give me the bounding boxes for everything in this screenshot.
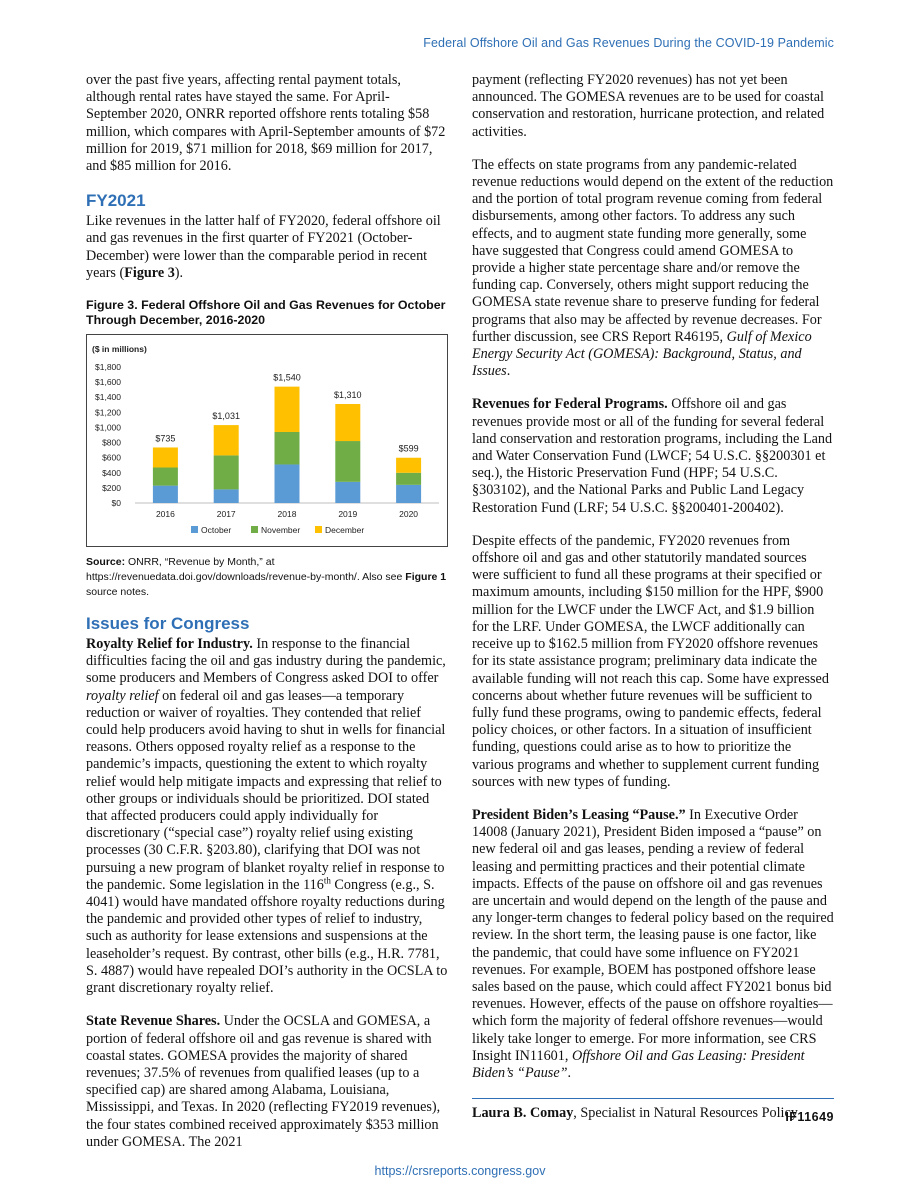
bar-november-2020 xyxy=(396,473,421,485)
x-tick-label-2016: 2016 xyxy=(155,509,175,520)
paragraph-biden-pause: President Biden’s Leasing “Pause.” In Executive Order 14008 (January 2021), President Biden imposed a “pause” on new federal oil and gas leases, pending a review of federal leasing and permitting practices and their potential climate impacts. Effects of the pause on offshore oil and gas revenues are uncertain and would depend on the length of the pause and any longer-term changes to federal policy based on the required review. In the short term, the leasing pause is one factor, like the pandemic, that could have some influence on FY2021 revenues. For example, BOEM has postponed offshore lease sales based on the pause, which could affect FY2021 bonus bid revenues. However, effects of the pause on offshore royalties—which form the majority of federal offshore revenues—would likely take longer to emerge. For more information, see CRS Insight IN11601, Offshore Oil and Gas Leasing: President Biden’s “Pause”. xyxy=(472,806,834,1081)
y-tick-label: $800 xyxy=(102,437,121,448)
figure-title: Figure 3. Federal Offshore Oil and Gas Revenues for October Through December, 2016-2020 xyxy=(86,298,446,328)
paragraph-federal-programs: Revenues for Federal Programs. Offshore oil and gas revenues provide most or all of the funding for several federal land conservation and restoration programs, including the Land and Water Conservation Fund (LWCF; 54 U.S.C. §§200301 et seq.), the Historic Preservation Fund (HPF; 54 U.S.C. §303102), and the National Parks and Public Land Legacy Restoration Fund (LRF; 54 U.S.C. §§200401-200402). xyxy=(472,396,833,516)
total-label-2016: $735 xyxy=(155,433,176,444)
author-divider xyxy=(472,1098,834,1099)
revenue-chart xyxy=(86,334,448,547)
figure-3-reference: Figure 3 xyxy=(124,264,175,281)
y-tick-label: $200 xyxy=(102,482,121,493)
total-label-2019: $1,310 xyxy=(334,390,362,401)
x-tick-label-2018: 2018 xyxy=(277,509,297,520)
legend-label-october: October xyxy=(201,525,232,536)
y-tick-label: $600 xyxy=(102,452,121,463)
legend-swatch-october xyxy=(191,526,198,533)
bar-december-2019 xyxy=(335,404,360,441)
y-tick-label: $1,600 xyxy=(95,377,121,388)
legend-label-december: December xyxy=(325,525,365,536)
figure-source: Source: ONRR, “Revenue by Month,” at https://revenuedata.doi.gov/downloads/revenue-by-month/. Also see Figure 1 source notes. xyxy=(86,556,447,599)
x-tick-label-2020: 2020 xyxy=(399,509,419,520)
footer-url[interactable]: https://crsreports.congress.gov xyxy=(374,1164,546,1178)
x-tick-label-2017: 2017 xyxy=(216,509,236,520)
issues-heading: Issues for Congress xyxy=(86,614,250,634)
paragraph-state-revenue: State Revenue Shares. Under the OCSLA and GOMESA, a portion of federal offshore oil and gas revenue is shared with coastal states. GOMESA provides the majority of shared revenues; 37.5% of revenues from qualified leases (up to a specified cap) are shared among Alabama, Louisiana, Mississippi, and Texas. In 2020 (reflecting FY2019 revenues), the four states combined received approximately $353 million under GOMESA. The 2021 xyxy=(86,1013,441,1150)
paragraph-intro: over the past five years, affecting rental payment totals, although rental rates have stayed the same. For April-September 2020, ONRR reported offshore rents totaling $58 million, which compares with April-September amounts of $72 million for 2019, $71 million for 2018, $69 million for 2017, and $85 million for 2016. xyxy=(86,72,446,175)
total-label-2020: $599 xyxy=(398,443,419,454)
fy2021-heading: FY2021 xyxy=(86,191,146,211)
left-column xyxy=(86,72,448,1167)
report-id: IF11649 xyxy=(785,1110,834,1124)
author-line: Laura B. Comay, Specialist in Natural Resources Policy xyxy=(472,1105,798,1122)
legend-label-november: November xyxy=(261,525,301,536)
bar-october-2020 xyxy=(396,485,421,503)
right-column xyxy=(472,72,834,1122)
chart-svg xyxy=(87,335,447,546)
y-tick-label: $1,200 xyxy=(95,407,121,418)
paragraph-effects: The effects on state programs from any pandemic-related revenue reductions would depend on the extent of the reduction and the portion of total program revenue coming from federal disbursements, among other factors. To address any such effects, and to augment state funding more generally, some have suggested that Congress could amend GOMESA to provide a higher state percentage share and/or remove the funding cap. Conversely, others might support reducing the GOMESA state revenue share to preserve funding for federal programs that also may be affected by revenue decreases. For further discussion, see CRS Report R46195, Gulf of Mexico Energy Security Act (GOMESA): Background, Status, and Issues. xyxy=(472,156,834,380)
bar-november-2016 xyxy=(153,468,178,486)
legend-swatch-december xyxy=(315,526,322,533)
bar-november-2017 xyxy=(214,455,239,489)
bar-november-2018 xyxy=(275,432,300,464)
y-tick-label: $1,800 xyxy=(95,362,121,373)
running-header: Federal Offshore Oil and Gas Revenues During the COVID-19 Pandemic xyxy=(423,36,834,50)
chart-unit-label: ($ in millions) xyxy=(92,344,147,355)
y-tick-label: $1,000 xyxy=(95,422,121,433)
bar-december-2018 xyxy=(275,387,300,432)
x-tick-label-2019: 2019 xyxy=(338,509,358,520)
y-tick-label: $400 xyxy=(102,467,121,478)
y-tick-label: $1,400 xyxy=(95,392,121,403)
bar-december-2017 xyxy=(214,425,239,455)
paragraph-despite: Despite effects of the pandemic, FY2020 revenues from offshore oil and gas and other statutorily mandated sources were sufficient to fund all these programs at their specified or maximum amounts, including $150 million for the HPF, $900 million for the LWCF under the LWCF Act, and $1.9 billion for the LRF. Under GOMESA, the LWCF additionally can receive up to $162.5 million from FY2020 offshore revenues for its state assistance program; preliminary data indicate the available funding will not reach this cap. Some have expressed concerns about whether future revenues will be sufficient to fully fund these programs, owing to pandemic effects, federal policy choices, or other factors. In a situation of insufficient funding, questions could arise as to how to prioritize the various programs and whether to supplement current funding sources with new types of funding. xyxy=(472,532,829,790)
total-label-2018: $1,540 xyxy=(273,372,301,383)
bar-december-2020 xyxy=(396,458,421,473)
bar-october-2019 xyxy=(335,482,360,503)
y-tick-label: $0 xyxy=(111,498,121,509)
bar-october-2017 xyxy=(214,489,239,503)
paragraph-royalty-relief: Royalty Relief for Industry. In response to the financial difficulties facing the oil and gas industry during the pandemic, some producers and Members of Congress asked DOI to offer royalty relief on federal oil and gas leases—a temporary reduction or waiver of royalties. They contended that relief could help producers avoid having to shut in wells for financial reasons. Others opposed royalty relief as a response to the pandemic’s impacts, questioning the extent to which royalty relief would help mitigate impacts and expressing that relief to other groups or individuals should be prioritized. DOI stated that affected producers could apply individually for discretionary (“special case”) royalty relief using existing processes (30 C.F.R. §203.80), clarifying that DOI was not pursuing a new program of blanket royalty relief in response to the pandemic. Some legislation in the 116th Congress (e.g., S. 4041) would have mandated offshore royalty reductions during the pandemic and provided other types of relief to industry, such as authority for lease extensions and suspensions at the leaseholder’s request. By contrast, other bills (e.g., H.R. 7781, S. 4887) would have repealed DOI’s authority in the OCSLA to grant discretionary royalty relief. xyxy=(86,636,448,997)
bar-november-2019 xyxy=(335,441,360,482)
total-label-2017: $1,031 xyxy=(212,411,240,422)
bar-october-2016 xyxy=(153,486,178,503)
paragraph-continuation: payment (reflecting FY2020 revenues) has not yet been announced. The GOMESA revenues are to be used for coastal conservation and restoration, hurricane protection, and related activities. xyxy=(472,72,825,140)
paragraph-fy2021: Like revenues in the latter half of FY2020, federal offshore oil and gas revenues in the first quarter of FY2021 (October-December) were lower than the comparable period in recent years (Figure 3). xyxy=(86,213,441,281)
legend-swatch-november xyxy=(251,526,258,533)
bar-december-2016 xyxy=(153,447,178,467)
bar-october-2018 xyxy=(275,464,300,503)
